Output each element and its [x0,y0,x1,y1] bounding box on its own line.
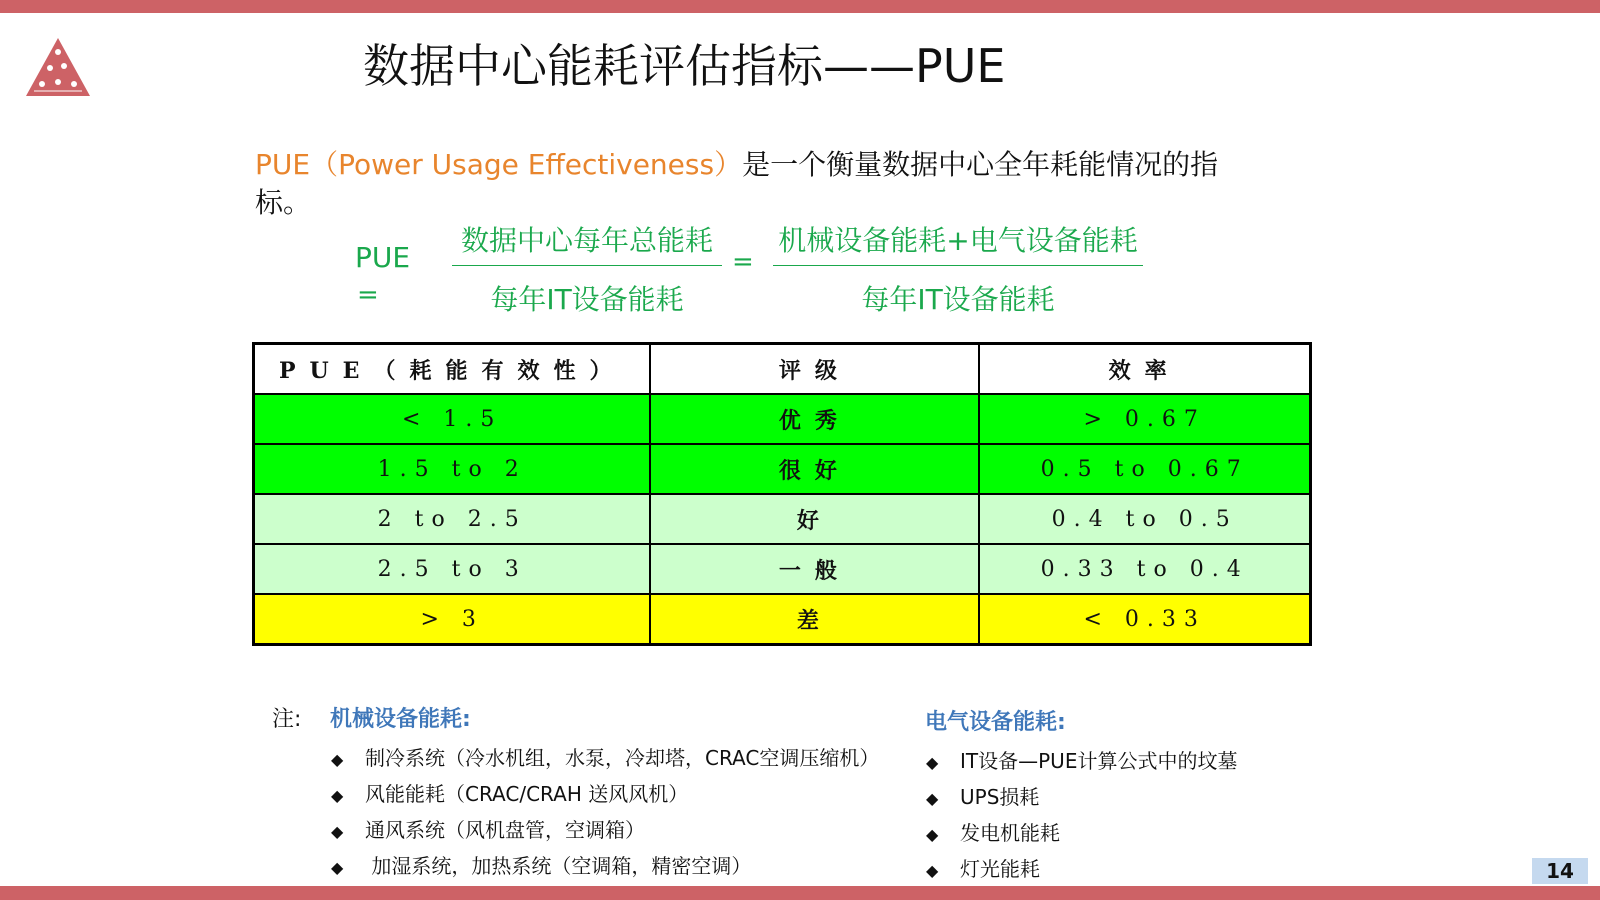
table-row [254,394,1311,444]
header-rank: 评级 [650,344,979,395]
diamond-bullet-icon: ◆ [331,822,344,841]
top-band [0,0,1600,13]
cell-pue: < 1.5 [254,394,651,444]
cell-efficiency: > 0.67 [979,394,1310,444]
list-item: ◆ UPS损耗 [926,785,1040,809]
table-row [254,594,1311,645]
cell-pue: 2 to 2.5 [254,494,651,544]
list-item: ◆ IT设备—PUE计算公式中的坟墓 [926,749,1238,773]
pue-rating-table [252,342,1312,646]
intro-text: 是一个衡量数据中心全年耗能情况的指标。 [255,148,1219,219]
list-item: ◆ 加湿系统，加热系统（空调箱，精密空调） [331,854,752,878]
diamond-bullet-icon: ◆ [926,753,939,772]
table-row [254,444,1311,494]
list-item: ◆ 风能能耗（CRAC/CRAH 送风风机） [331,782,689,806]
page-number: 14 [1532,858,1588,884]
cell-efficiency: < 0.33 [979,594,1310,645]
diamond-bullet-icon: ◆ [331,750,344,769]
cell-pue: 2.5 to 3 [254,544,651,594]
header-pue: PUE（耗能有效性） [254,344,651,395]
electrical-section-title: 电气设备能耗: [925,710,1066,735]
cell-pue: > 3 [254,594,651,645]
electrical-list [926,745,1237,889]
intro-term: PUE（Power Usage Effectiveness） [255,148,743,181]
mechanical-section-title: 机械设备能耗: [330,707,471,732]
fraction-2-numerator: 机械设备能耗+电气设备能耗 [773,219,1143,266]
table-row [254,544,1311,594]
fraction-2-denominator: 每年IT设备能耗 [861,283,1055,316]
cell-rank: 差 [650,594,979,645]
diamond-bullet-icon: ◆ [331,858,344,877]
formula-lhs: PUE [355,241,411,274]
list-item: ◆ 灯光能耗 [926,857,1040,881]
bottom-band [0,886,1600,900]
diamond-bullet-icon: ◆ [926,825,939,844]
cell-rank: 好 [650,494,979,544]
list-item: ◆ 制冷系统（冷水机组，水泵，冷却塔，CRAC空调压缩机） [331,746,880,770]
fraction-1-denominator: 每年IT设备能耗 [490,283,684,316]
formula-fraction-1 [452,219,722,318]
table-row [254,494,1311,544]
fraction-1-numerator: 数据中心每年总能耗 [452,219,722,266]
header-efficiency: 效率 [979,344,1310,395]
mechanical-list [331,742,879,886]
list-item: ◆ 发电机能耗 [926,821,1060,845]
slide-title: 数据中心能耗评估指标——PUE [363,39,1006,93]
note-label: 注: [272,707,302,732]
list-item: ◆ 通风系统（风机盘管，空调箱） [331,818,645,842]
cell-efficiency: 0.33 to 0.4 [979,544,1310,594]
diamond-bullet-icon: ◆ [331,786,344,805]
diamond-bullet-icon: ◆ [926,789,939,808]
cell-rank: 一般 [650,544,979,594]
cell-efficiency: 0.4 to 0.5 [979,494,1310,544]
cell-pue: 1.5 to 2 [254,444,651,494]
cell-rank: 优秀 [650,394,979,444]
cell-efficiency: 0.5 to 0.67 [979,444,1310,494]
formula-fraction-2 [773,219,1143,318]
intro-paragraph [255,146,1245,222]
cell-rank: 很好 [650,444,979,494]
table-header-row [254,344,1311,395]
triangle-logo-icon [24,36,92,98]
formula-equals: = [357,280,379,310]
formula-equals-2: = [732,247,754,277]
diamond-bullet-icon: ◆ [926,861,939,880]
